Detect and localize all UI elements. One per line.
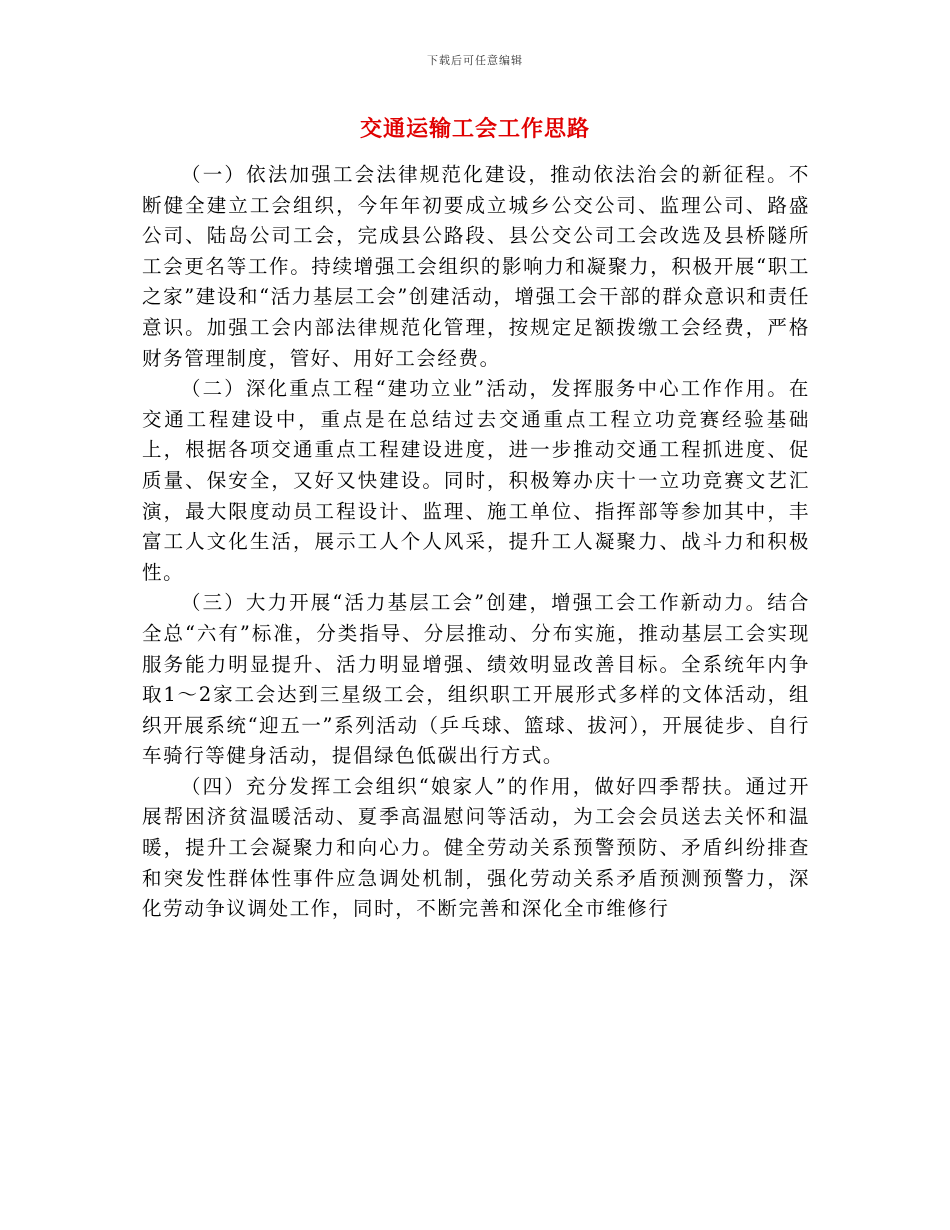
paragraph-3: （三）大力开展“活力基层工会”创建，增强工会工作新动力。结合全总“六有”标准，分类指导、分层推动、分布实施，推动基层工会实现服务能力明显提升、活力明显增强、绩效明显改善目标。全系统年内争取1～2家工会达到三星级工会，组织职工开展形式多样的文体活动，组织开展系统“迎五一”系列活动（乒乓球、篮球、拔河），开展徒步、自行车骑行等健身活动，提倡绿色低碳出行方式。	[142, 591, 810, 768]
paragraph-4: （四）充分发挥工会组织“娘家人”的作用，做好四季帮扶。通过开展帮困济贫温暖活动、夏季高温慰问等活动，为工会会员送去关怀和温暖，提升工会凝聚力和向心力。健全劳动关系预警预防、矛盾纠纷排查和突发性群体性事件应急调处机制，强化劳动关系矛盾预测预警力，深化劳动争议调处工作，同时，不断完善和深化全市维修行	[142, 774, 810, 921]
paragraph-1: （一）依法加强工会法律规范化建设，推动依法治会的新征程。不断健全建立工会组织，今年年初要成立城乡公交公司、监理公司、路盛公司、陆岛公司工会，完成县公路段、县公交公司工会改选及县桥隧所工会更名等工作。持续增强工会组织的影响力和凝聚力，积极开展“职工之家”建设和“活力基层工会”创建活动，增强工会干部的群众意识和责任意识。加强工会内部法律规范化管理，按规定足额拨缴工会经费，严格财务管理制度，管好、用好工会经费。	[142, 163, 810, 370]
paragraph-2: （二）深化重点工程“建功立业”活动，发挥服务中心工作作用。在交通工程建设中，重点是在总结过去交通重点工程立功竞赛经验基础上，根据各项交通重点工程建设进度，进一步推动交通工程抓进度、促质量、保安全，又好又快建设。同时，积极筹办庆十一立功竞赛文艺汇演，最大限度动员工程设计、监理、施工单位、指挥部等参加其中，丰富工人文化生活，展示工人个人风采，提升工人凝聚力、战斗力和积极性。	[142, 377, 810, 584]
page-header-note: 下载后可任意编辑	[427, 54, 523, 67]
document-body	[142, 160, 810, 925]
document-title: 交通运输工会工作思路	[359, 116, 590, 142]
